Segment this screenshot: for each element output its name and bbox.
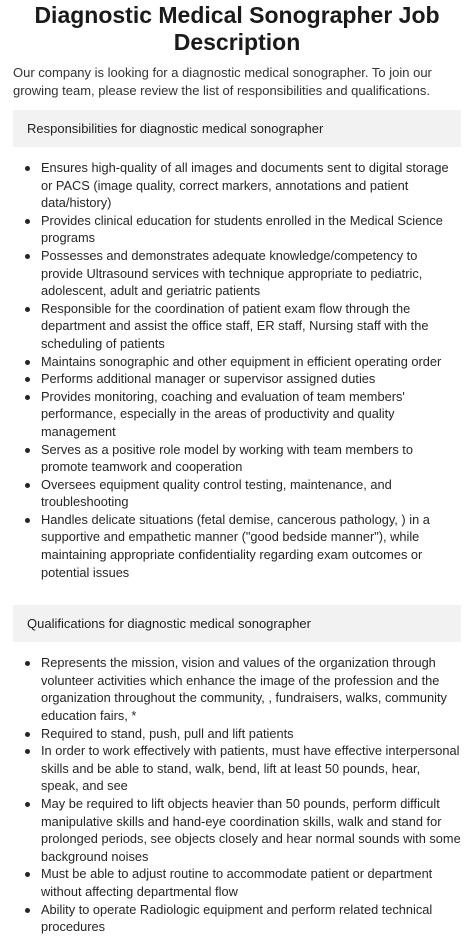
list-item-text: Maintains sonographic and other equipment in efficient operating order — [41, 353, 442, 369]
list-item — [13, 247, 461, 300]
list-item — [13, 742, 461, 795]
bullet-icon — [25, 448, 30, 453]
list-item — [13, 159, 461, 212]
list-item — [13, 353, 461, 371]
list-item — [13, 212, 461, 247]
bullet-icon — [25, 395, 30, 400]
responsibilities-header: Responsibilities for diagnostic medical sonographer — [13, 110, 461, 147]
list-item-text: Responsible for the coordination of patient exam flow through the department and assist the office staff, ER staff, Nursing staff with the scheduling of patients — [41, 300, 429, 351]
responsibilities-list — [13, 147, 461, 581]
list-item-text: Oversees equipment quality control testing, maintenance, and troubleshooting — [41, 476, 392, 510]
list-item — [13, 865, 461, 900]
list-item — [13, 654, 461, 724]
bullet-icon — [25, 749, 30, 754]
list-item-text: Possesses and demonstrates adequate knowledge/competency to provide Ultrasound services with technique appropriate to pediatric, adolescent, adult and geriatric patients — [41, 247, 423, 299]
bullet-icon — [25, 732, 30, 737]
bullet-icon — [25, 360, 30, 365]
list-item — [13, 441, 461, 476]
list-item-text: Must be able to adjust routine to accommodate patient or department without affecting departmental flow — [41, 866, 433, 899]
list-item — [13, 901, 461, 936]
list-item — [13, 370, 461, 388]
list-item-text: Represents the mission, vision and values of the organization through volunteer activities which enhance the image of the profession and the organization throughout the community, , fundraisers, walks, community education fairs, * — [41, 655, 447, 724]
list-item-text: May be required to lift objects heavier than 50 pounds, perform difficult manipulative skills and hand-eye coordination skills, walk and stand for prolonged periods, see objects closely and hear normal sounds with some background noises — [41, 796, 461, 864]
page-title: Diagnostic Medical Sonographer Job Description — [34, 2, 440, 55]
bullet-icon — [25, 908, 30, 913]
list-item — [13, 511, 461, 581]
bullet-icon — [25, 307, 30, 312]
list-item — [13, 795, 461, 865]
list-item-text: Handles delicate situations (fetal demise, cancerous pathology, ) in a supportive and empathetic manner ("good bedside manner"), while maintaining appropriate confidentiality regarding exam outcomes or potential issues — [41, 511, 430, 580]
list-item — [13, 725, 461, 743]
qualifications-list — [13, 642, 461, 936]
bullet-icon — [25, 254, 30, 259]
bullet-icon — [25, 483, 30, 488]
intro-paragraph: Our company is looking for a diagnostic medical sonographer. To join our growing team, please review the list of responsibilities and qualifications. — [13, 65, 432, 98]
bullet-icon — [25, 802, 30, 807]
list-item-text: Ability to operate Radiologic equipment and perform related technical procedures — [41, 901, 433, 935]
list-item-text: Serves as a positive role model by working with team members to promote teamwork and cooperation — [41, 441, 413, 475]
bullet-icon — [25, 219, 30, 224]
list-item-text: Performs additional manager or supervisor assigned duties — [41, 371, 376, 387]
list-item — [13, 476, 461, 511]
bullet-icon — [25, 166, 30, 171]
bullet-icon — [25, 661, 30, 666]
list-item-text: In order to work effectively with patients, must have effective interpersonal skills and be able to stand, walk, bend, lift at least 50 pounds, hear, speak, and see — [41, 743, 460, 794]
qualifications-header: Qualifications for diagnostic medical sonographer — [13, 605, 461, 642]
list-item-text: Provides monitoring, coaching and evaluation of team members' performance, especially in the areas of productivity and quality management — [41, 388, 405, 439]
list-item-text: Ensures high-quality of all images and documents sent to digital storage or PACS (image quality, correct markers, annotations and patient data/history) — [41, 160, 449, 211]
list-item — [13, 388, 461, 441]
list-item-text: Required to stand, push, pull and lift patients — [41, 725, 294, 741]
bullet-icon — [25, 518, 30, 523]
list-item-text: Provides clinical education for students enrolled in the Medical Science programs — [41, 212, 443, 246]
bullet-icon — [25, 872, 30, 877]
section-spacer — [13, 581, 461, 595]
list-item — [13, 300, 461, 353]
bullet-icon — [25, 377, 30, 382]
